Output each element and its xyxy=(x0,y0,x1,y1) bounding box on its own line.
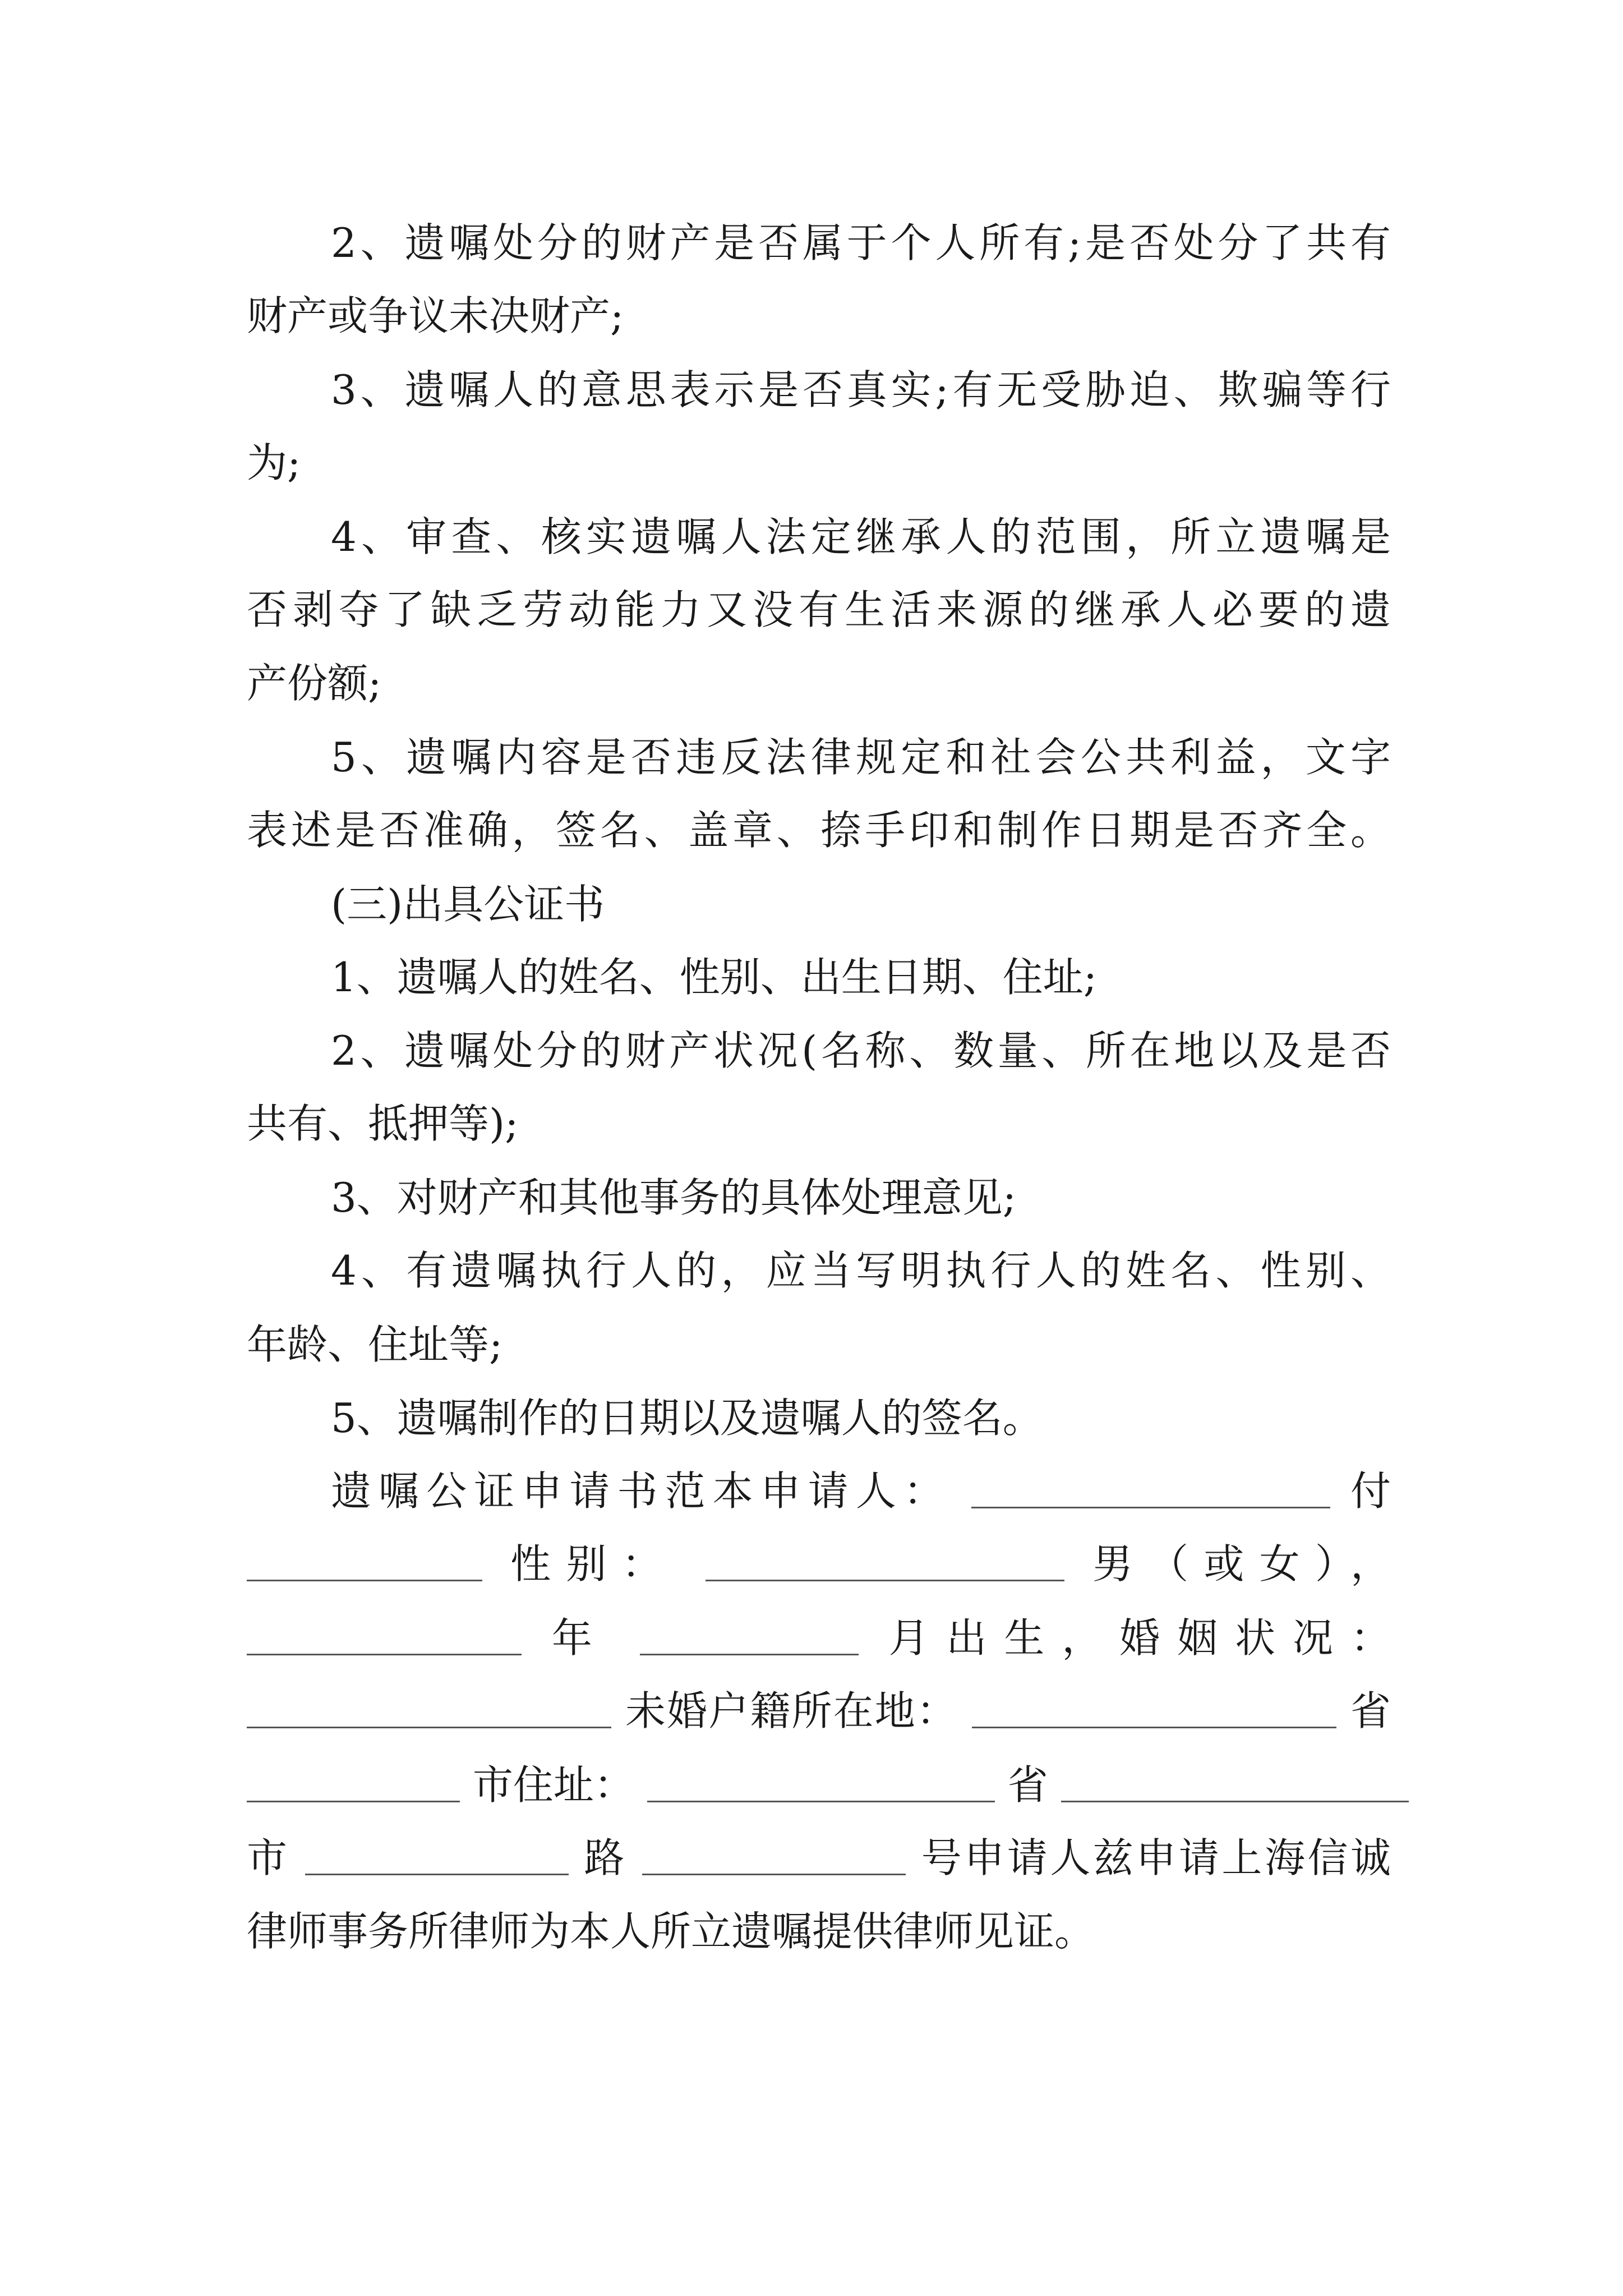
fill-blank xyxy=(1061,1761,1409,1802)
form-line xyxy=(247,1827,1391,1889)
form-label: 省 xyxy=(1007,1761,1048,1809)
text-line: 财产或争议未决财产; xyxy=(247,292,624,339)
form-line xyxy=(331,1460,1391,1522)
text-line: 3、对财产和其他事务的具体处理意见; xyxy=(331,1174,1017,1221)
text-line: 5、遗嘱内容是否违反法律规定和社会公共利益，文字 xyxy=(331,734,1391,781)
form-label: 付 xyxy=(1350,1467,1391,1515)
text-line: 表述是否准确，签名、盖章、捺手印和制作日期是否齐全。 xyxy=(247,807,1391,854)
fill-blank xyxy=(706,1540,1064,1581)
form-label: 性别： xyxy=(510,1540,677,1588)
fill-blank xyxy=(305,1834,569,1875)
form-label: 路 xyxy=(584,1834,627,1881)
form-line xyxy=(247,1533,1391,1595)
form-line xyxy=(247,1607,1391,1669)
form-label: 号申请人兹申请上海信诚 xyxy=(921,1834,1391,1881)
text-line: 律师事务所律师为本人所立遗嘱提供律师见证。 xyxy=(247,1908,1095,1955)
fill-blank xyxy=(647,1761,995,1802)
form-label: 市 xyxy=(247,1834,290,1881)
text-line: 3、遗嘱人的意思表示是否真实;有无受胁迫、欺骗等行 xyxy=(331,366,1391,413)
text-line: 共有、抵押等); xyxy=(247,1100,519,1147)
text-line: 为; xyxy=(247,439,301,486)
fill-blank xyxy=(247,1540,482,1581)
fill-blank xyxy=(972,1687,1336,1728)
text-line: 2、遗嘱处分的财产是否属于个人所有;是否处分了共有 xyxy=(331,219,1391,266)
text-line: 5、遗嘱制作的日期以及遗嘱人的签名。 xyxy=(331,1395,1043,1442)
form-label: 月出生，婚姻状况： xyxy=(888,1614,1391,1662)
form-label: 年 xyxy=(551,1614,610,1662)
text-line: 1、遗嘱人的姓名、性别、出生日期、住址; xyxy=(331,954,1098,1001)
fill-blank xyxy=(247,1761,460,1802)
fill-blank xyxy=(971,1467,1330,1508)
fill-blank xyxy=(642,1834,906,1875)
fill-blank xyxy=(247,1614,522,1655)
form-label: 男（或女）， xyxy=(1092,1540,1391,1588)
text-line: 2、遗嘱处分的财产状况(名称、数量、所在地以及是否 xyxy=(331,1027,1391,1074)
text-line: 年龄、住址等; xyxy=(247,1321,503,1368)
form-label: 省 xyxy=(1350,1687,1391,1734)
section-heading: (三)出具公证书 xyxy=(331,881,605,928)
text-line: 4、审查、核实遗嘱人法定继承人的范围，所立遗嘱是 xyxy=(331,513,1391,560)
form-label: 未婚户籍所在地： xyxy=(625,1687,958,1734)
form-line xyxy=(247,1680,1391,1742)
fill-blank xyxy=(640,1614,859,1655)
form-line xyxy=(247,1754,1391,1816)
text-line: 4、有遗嘱执行人的，应当写明执行人的姓名、性别、 xyxy=(331,1247,1391,1294)
form-label: 遗嘱公证申请书范本申请人： xyxy=(331,1467,952,1515)
fill-blank xyxy=(247,1687,611,1728)
text-line: 产份额; xyxy=(247,660,382,707)
form-label: 市住址： xyxy=(472,1761,634,1809)
text-line: 否剥夺了缺乏劳动能力又没有生活来源的继承人必要的遗 xyxy=(247,586,1391,633)
